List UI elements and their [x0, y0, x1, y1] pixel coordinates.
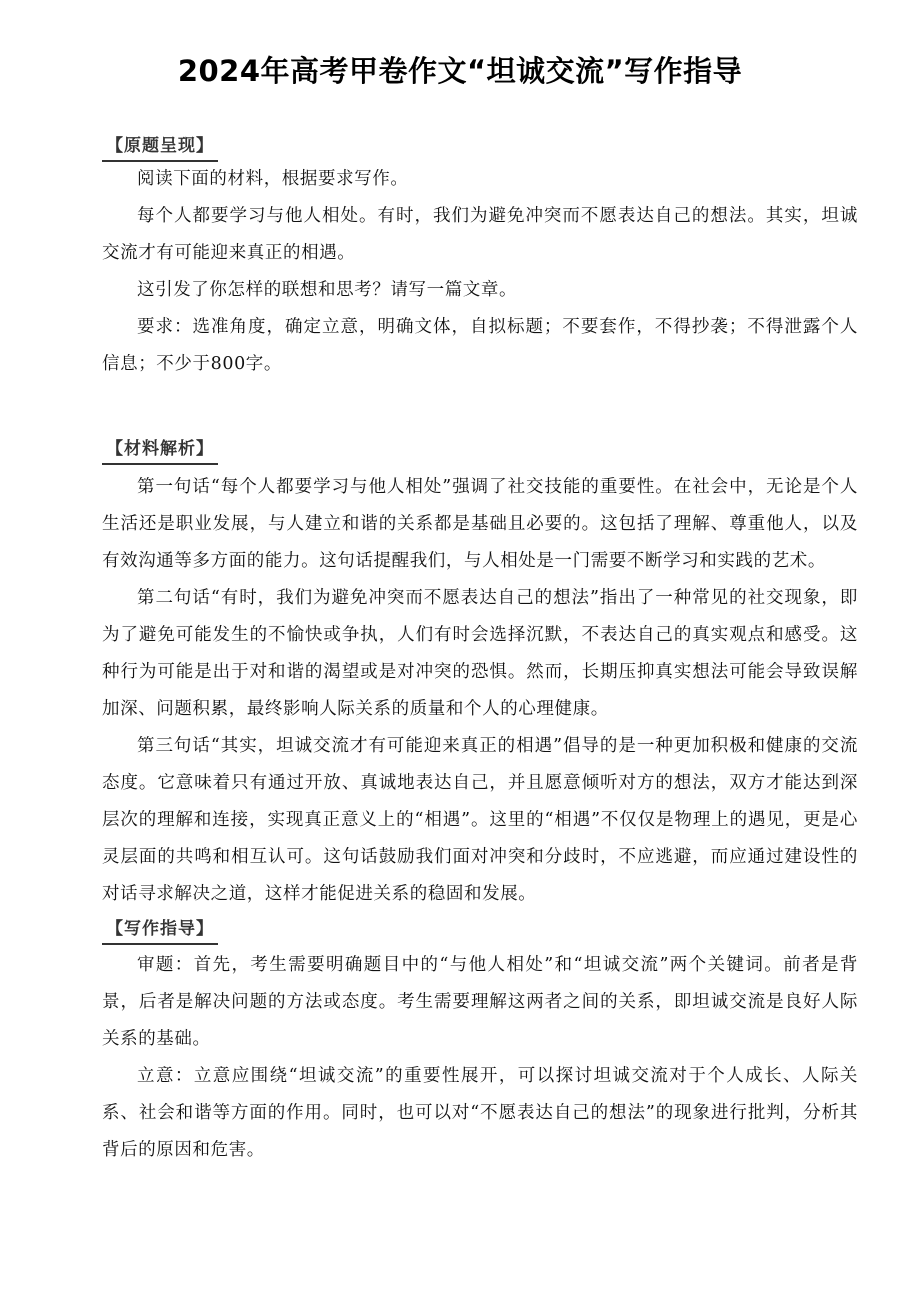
paragraph: 第三句话“其实，坦诚交流才有可能迎来真正的相遇”倡导的是一种更加积极和健康的交流态度。它意味着只有通过开放、真诚地表达自己，并且愿意倾听对方的想法，双方才能达到深层次的理解和连接，实现真正意义上的“相遇”。这里的“相遇”不仅仅是物理上的遇见，更是心灵层面的共鸣和相互认可。这句话鼓励我们面对冲突和分歧时，不应逃避，而应通过建设性的对话寻求解决之道，这样才能促进关系的稳固和发展。 [102, 736, 858, 904]
paragraph: 第一句话“每个人都要学习与他人相处”强调了社交技能的重要性。在社会中，无论是个人生活还是职业发展，与人建立和谐的关系都是基础且必要的。这包括了理解、尊重他人，以及有效沟通等多方面的能力。这句话提醒我们，与人相处是一门需要不断学习和实践的艺术。 [102, 477, 858, 571]
paragraph: 第二句话“有时，我们为避免冲突而不愿表达自己的想法”指出了一种常见的社交现象，即为了避免可能发生的不愉快或争执，人们有时会选择沉默，不表达自己的真实观点和感受。这种行为可能是出于对和谐的渴望或是对冲突的恐惧。然而，长期压抑真实想法可能会导致误解加深、问题积累，最终影响人际关系的质量和个人的心理健康。 [102, 588, 858, 719]
paragraph: 这引发了你怎样的联想和思考？请写一篇文章。 [137, 280, 518, 300]
paragraph: 阅读下面的材料，根据要求写作。 [137, 169, 409, 189]
document-title: 2024年高考甲卷作文“坦诚交流”写作指导 [177, 54, 743, 88]
section-original-prompt [102, 132, 858, 383]
section-heading-material-analysis: 【材料解析】 [102, 435, 218, 465]
paragraph: 每个人都要学习与他人相处。有时，我们为避免冲突而不愿表达自己的想法。其实，坦诚交流才有可能迎来真正的相遇。 [102, 206, 858, 263]
section-writing-guide [102, 915, 858, 1169]
section-heading-original-prompt: 【原题呈现】 [102, 132, 218, 162]
paragraph: 立意：立意应围绕“坦诚交流”的重要性展开，可以探讨坦诚交流对于个人成长、人际关系、社会和谐等方面的作用。同时，也可以对“不愿表达自己的想法”的现象进行批判，分析其背后的原因和危害。 [102, 1066, 858, 1160]
section-material-analysis [102, 435, 858, 913]
section-heading-writing-guide: 【写作指导】 [102, 915, 218, 945]
paragraph: 要求：选准角度，确定立意，明确文体，自拟标题；不要套作，不得抄袭；不得泄露个人信息；不少于800字。 [102, 317, 858, 374]
paragraph: 审题：首先，考生需要明确题目中的“与他人相处”和“坦诚交流”两个关键词。前者是背景，后者是解决问题的方法或态度。考生需要理解这两者之间的关系，即坦诚交流是良好人际关系的基础。 [102, 955, 858, 1049]
